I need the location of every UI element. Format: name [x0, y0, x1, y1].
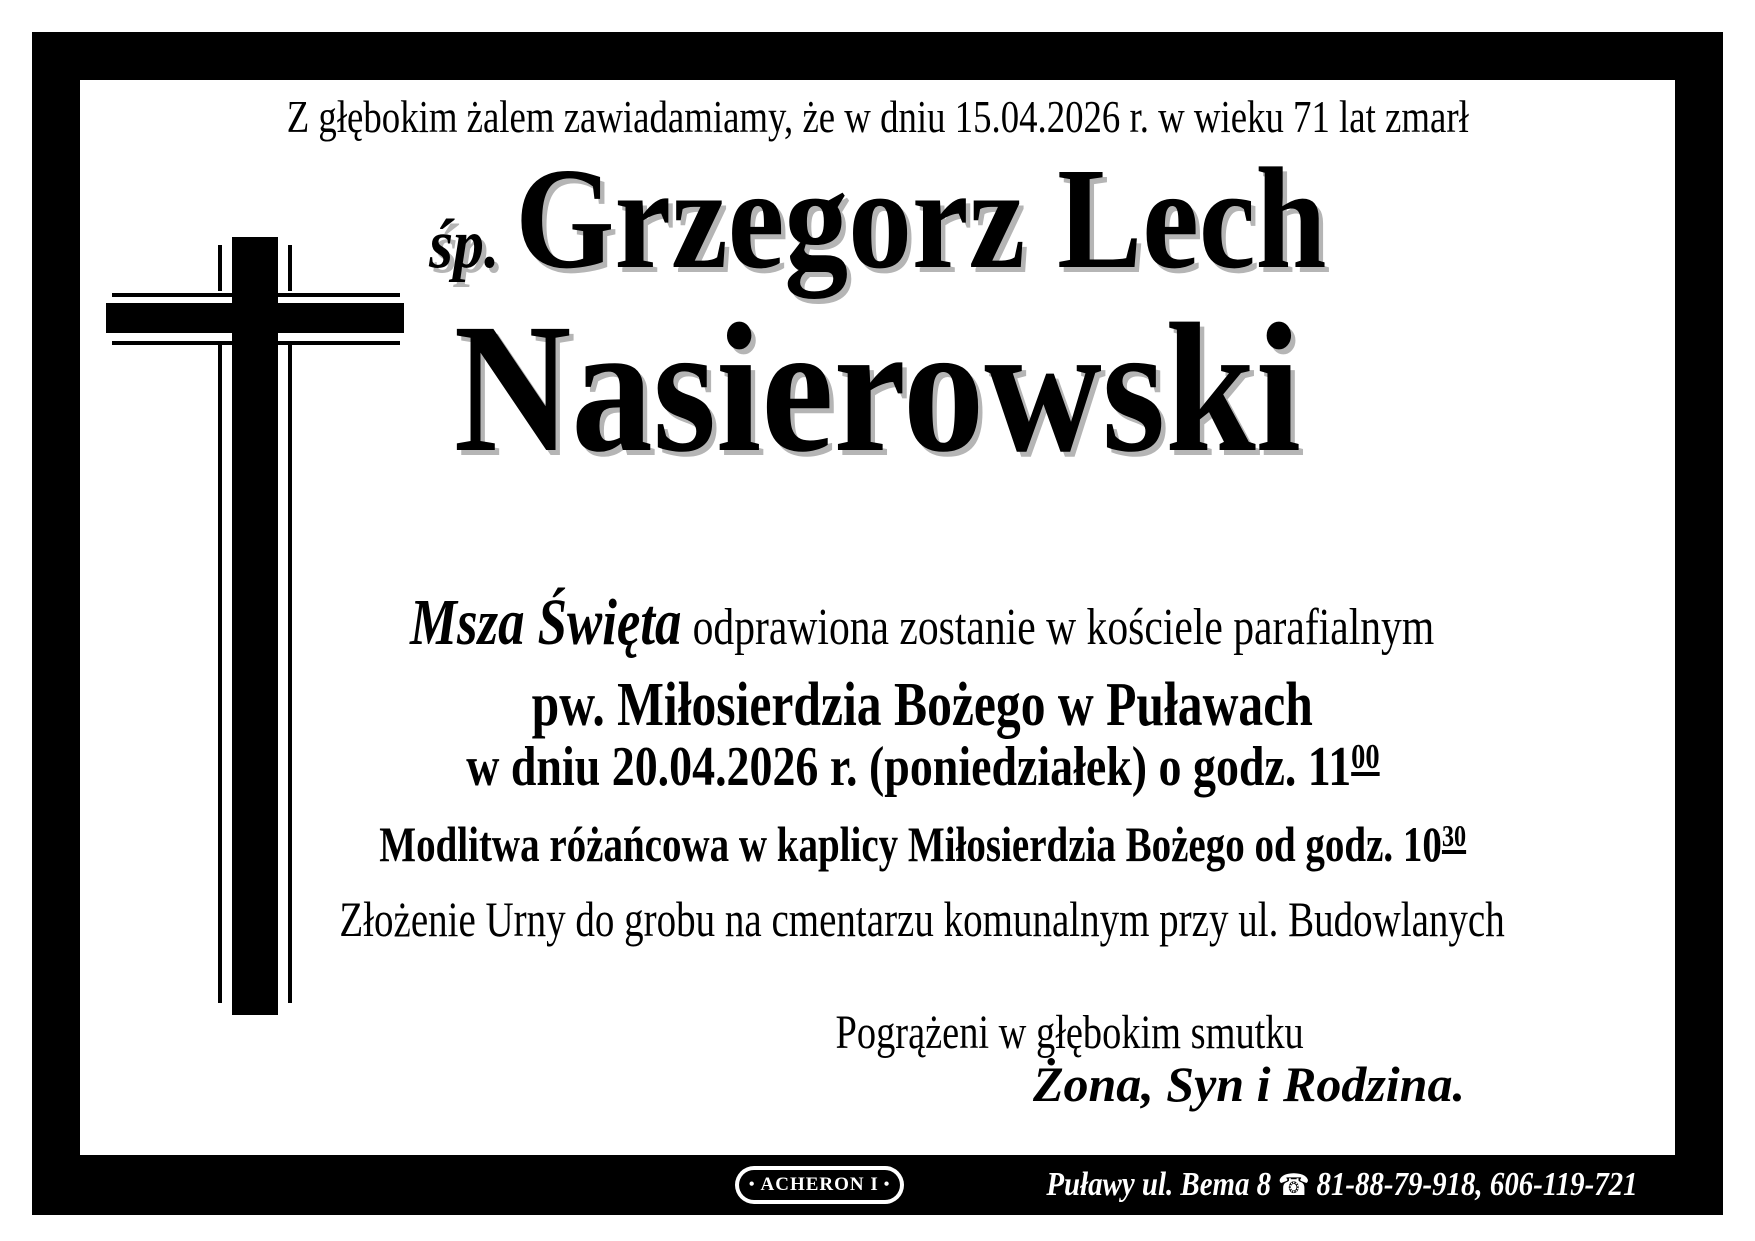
intro-line [80, 90, 1675, 143]
intro-text: Z głębokim żalem zawiadamiamy, że w dniu 15.04.2026 r. w wieku 71 lat zmarł [286, 91, 1469, 142]
rosary-line [170, 815, 1675, 873]
mourning-text: Pogrążeni w głębokim smutku [835, 1006, 1305, 1059]
telephone-icon: ☎ [1278, 1168, 1311, 1203]
honorific: śp. [428, 206, 500, 283]
funeral-home-phones: 81-88-79-918, 606-119-721 [1316, 1166, 1638, 1203]
deceased-surname-line [80, 286, 1675, 491]
mass-datetime-line [170, 735, 1675, 799]
signature-text: Żona, Syn i Rodzina. [1032, 1056, 1465, 1112]
given-names: Grzegorz Lech [514, 139, 1327, 299]
mass-lead: Msza Święta [410, 586, 682, 659]
logo-dot-icon: • [748, 1176, 756, 1193]
rosary-text: Modlitwa różańcowa w kaplicy Miłosierdzia Bożego od godz. 10 [379, 816, 1442, 872]
funeral-home-address: Puławy ul. Bema 8 [1046, 1166, 1272, 1203]
surname: Nasierowski [453, 286, 1302, 491]
mass-datetime-text: w dniu 20.04.2026 r. (poniedziałek) o godz. 11 [465, 736, 1351, 798]
funeral-home-bar [32, 1155, 1723, 1215]
burial-text: Złożenie Urny do grobu na cmentarzu komunalnym przy ul. Budowlanych [339, 891, 1506, 947]
burial-line [170, 890, 1675, 948]
mass-rest: odprawiona zostanie w kościele parafialnym [693, 599, 1435, 656]
notice-frame [32, 32, 1723, 1215]
funeral-home-logo [735, 1166, 904, 1204]
mass-time-superscript: 00 [1350, 736, 1380, 776]
parish-line [170, 670, 1675, 741]
rosary-time-superscript: 30 [1441, 817, 1466, 853]
logo-dot-icon: • [883, 1176, 891, 1193]
signature-line [480, 1055, 1465, 1113]
mourning-line [480, 1005, 1660, 1060]
mass-line [170, 585, 1675, 661]
deceased-given-names-line [80, 140, 1675, 300]
parish-text: pw. Miłosierdzia Bożego w Puławach [531, 671, 1314, 739]
logo-text: ACHERON I [760, 1174, 879, 1195]
